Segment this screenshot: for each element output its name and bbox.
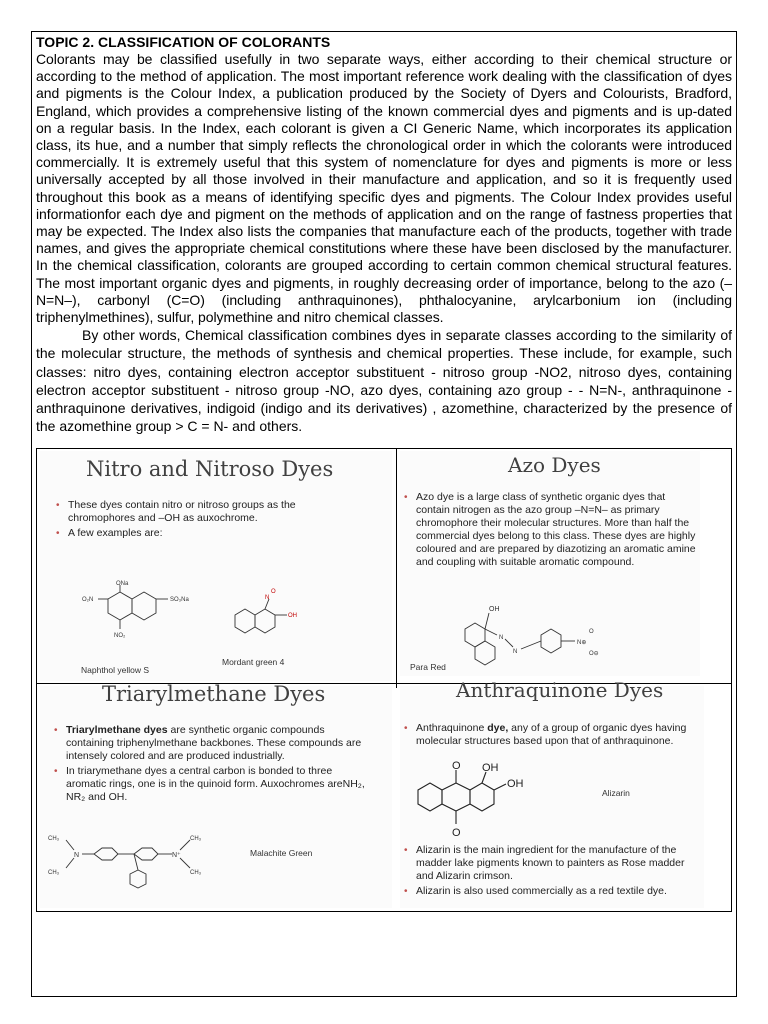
label-oh-1: OH [482,762,499,774]
slide-title: Azo Dyes [508,453,601,477]
bullet-item: • A few examples are: [56,527,336,540]
caption-para-red: Para Red [410,662,446,672]
malachite-green-structure [44,832,244,904]
slide-bullets [54,724,366,806]
label-ch3-3: CH₃ [190,836,202,842]
para-red-structure [455,599,625,669]
label-so3na: SO₃Na [170,597,189,603]
label-no2: NO₂ [114,633,126,639]
slide-title: Anthraquinone Dyes [456,678,664,702]
bullet-item: • Alizarin is the main ingredient for the manufacture of the madder lake pigments known to painters as Rose madder and Alizarin crimson. [404,844,704,883]
label-o-top: O [452,760,461,772]
bullet-text: Anthraquinone [416,722,488,734]
label-n-plus: N⊕ [577,640,587,646]
label-oh: OH [489,606,500,613]
caption-mordant-green: Mordant green 4 [222,657,285,667]
label-n: N [265,595,270,601]
document-body [36,34,732,435]
mordant-green-structure [225,585,315,645]
slide-bullets [404,491,700,571]
label-o-minus: O⊖ [589,651,599,657]
slide-bullets-bottom [404,844,704,900]
caption-malachite-green: Malachite Green [250,848,313,858]
topic-title: TOPIC 2. CLASSIFICATION OF COLORANTS [36,34,331,50]
alizarin-structure [412,760,572,840]
bullet-bold: Triarylmethane dyes [66,724,168,736]
slide-triarylmethane [40,682,392,908]
caption-naphthol-yellow: Naphthol yellow S [81,665,150,675]
slide-nitro-nitroso [40,451,392,681]
slide-bullets [56,499,336,542]
label-ch3-2: CH₃ [48,870,60,876]
bullet-bold: dye, [487,722,509,734]
slide-title: Nitro and Nitroso Dyes [86,457,334,481]
bullet-text: are synthetic organic compounds containing triphenylmethane backbones. These compounds are intensely colored and are produced industrially. [66,724,362,762]
bullet-item: • In triarymethane dyes a central carbon is bonded to three aromatic rings, one is in the quinoid form. Auxochromes areNH₂, NR₂ and OH. [54,765,366,804]
label-n1: N [499,635,504,641]
label-o: O [271,589,276,595]
label-n: N [74,852,80,859]
caption-alizarin: Alizarin [602,788,630,798]
slide-anthraquinone [400,678,704,908]
label-oh-2: OH [507,778,524,790]
label-ch3-1: CH₃ [48,836,60,842]
label-ch3-4: CH₃ [190,870,202,876]
bullet-item: • These dyes contain nitro or nitroso groups as the chromophores and –OH as auxochrome. [56,499,336,525]
paragraph-1: Colorants may be classified usefully in two separate ways, either according to their chemical structure or according to the method of application. The most important reference work dealing with the classification of dyes and pigments is the Colour Index, a publication produced by the Society of Dyers and Colourists, Bradford, England, which provides a comprehensive listing of the known commercial dyes and pigments and is up-dated on a regular basis. In the Index, each colorant is given a CI Generic Name, which incorporates its application class, its hue, and a number that simply reflects the chronological order in which the colorants were introduced commercially. It is extremely useful that this system of nomenclature for dyes and pigments is more or less universally accepted by all those involved in their manufacture and application, and so it is frequently used throughout this book as a means of identifying specific dyes and pigments. The Colour Index provides useful informationfor each dye and pigment on the methods of application and on the range of fastness properties that may be expected. The Index also lists the companies that manufacture each of the products, together with trade names, and gives the appropriate chemical constitutions where these have been disclosed by the manufacturer. In the chemical classification, colorants are grouped according to certain common chemical structural features. The most important organic dyes and pigments, in roughly decreasing order of importance, belong to the azo (–N=N–), carbonyl (C=O) (including anthraquinones), phthalocyanine, arylcarbonium ion (including triphenylmethines), sulfur, polymethine and nitro chemical classes. [36,51,732,326]
label-ona: ONa [116,581,129,587]
paragraph-2: By other words, Chemical classification combines dyes in separate classes according to the similarity of the molecular structure, the methods of synthesis and chemical properties. These include, for example, such classes: nitro dyes, containing electron acceptor substituent - nitroso group -NO2, nitroso dyes, containing electron acceptor substituent - nitroso group -NO, azo dyes, containing azo group - - N=N-, anthraquinone - anthraquinone derivatives, indigoid (indigo and its derivatives) , azomethine, characterized by the presence of the azomethine group > C = N- and others. [36,327,732,435]
label-o-bottom: O [452,827,461,839]
label-n2: N [513,649,518,655]
label-oh: OH [288,613,297,619]
bullet-item: • Azo dye is a large class of synthetic organic dyes that contain nitrogen as the azo group –N=N– as primary chromophore their molecular structures. More than half the commercial dyes belong to this class. These dyes are highly coloured and are prepared by diazotizing an aromatic amine and coupling with suitable aromatic compound. [404,491,700,569]
slide-title: Triarylmethane Dyes [102,682,326,706]
naphthol-yellow-structure [60,579,210,659]
label-o2n: O₂N [82,597,94,603]
bullet-item [54,724,366,763]
bullet-item [404,722,704,748]
bullet-item: • Alizarin is also used commercially as a red textile dye. [404,885,704,898]
label-o-top: O [589,629,594,635]
bullet-text: any of a group of organic dyes having molecular structures based upon that of anthraquinone. [416,722,687,747]
slide-azo [400,451,700,676]
label-n-plus: N⁺ [172,852,181,859]
grid-divider-vertical [396,448,397,688]
slide-bullets-top [404,722,704,750]
